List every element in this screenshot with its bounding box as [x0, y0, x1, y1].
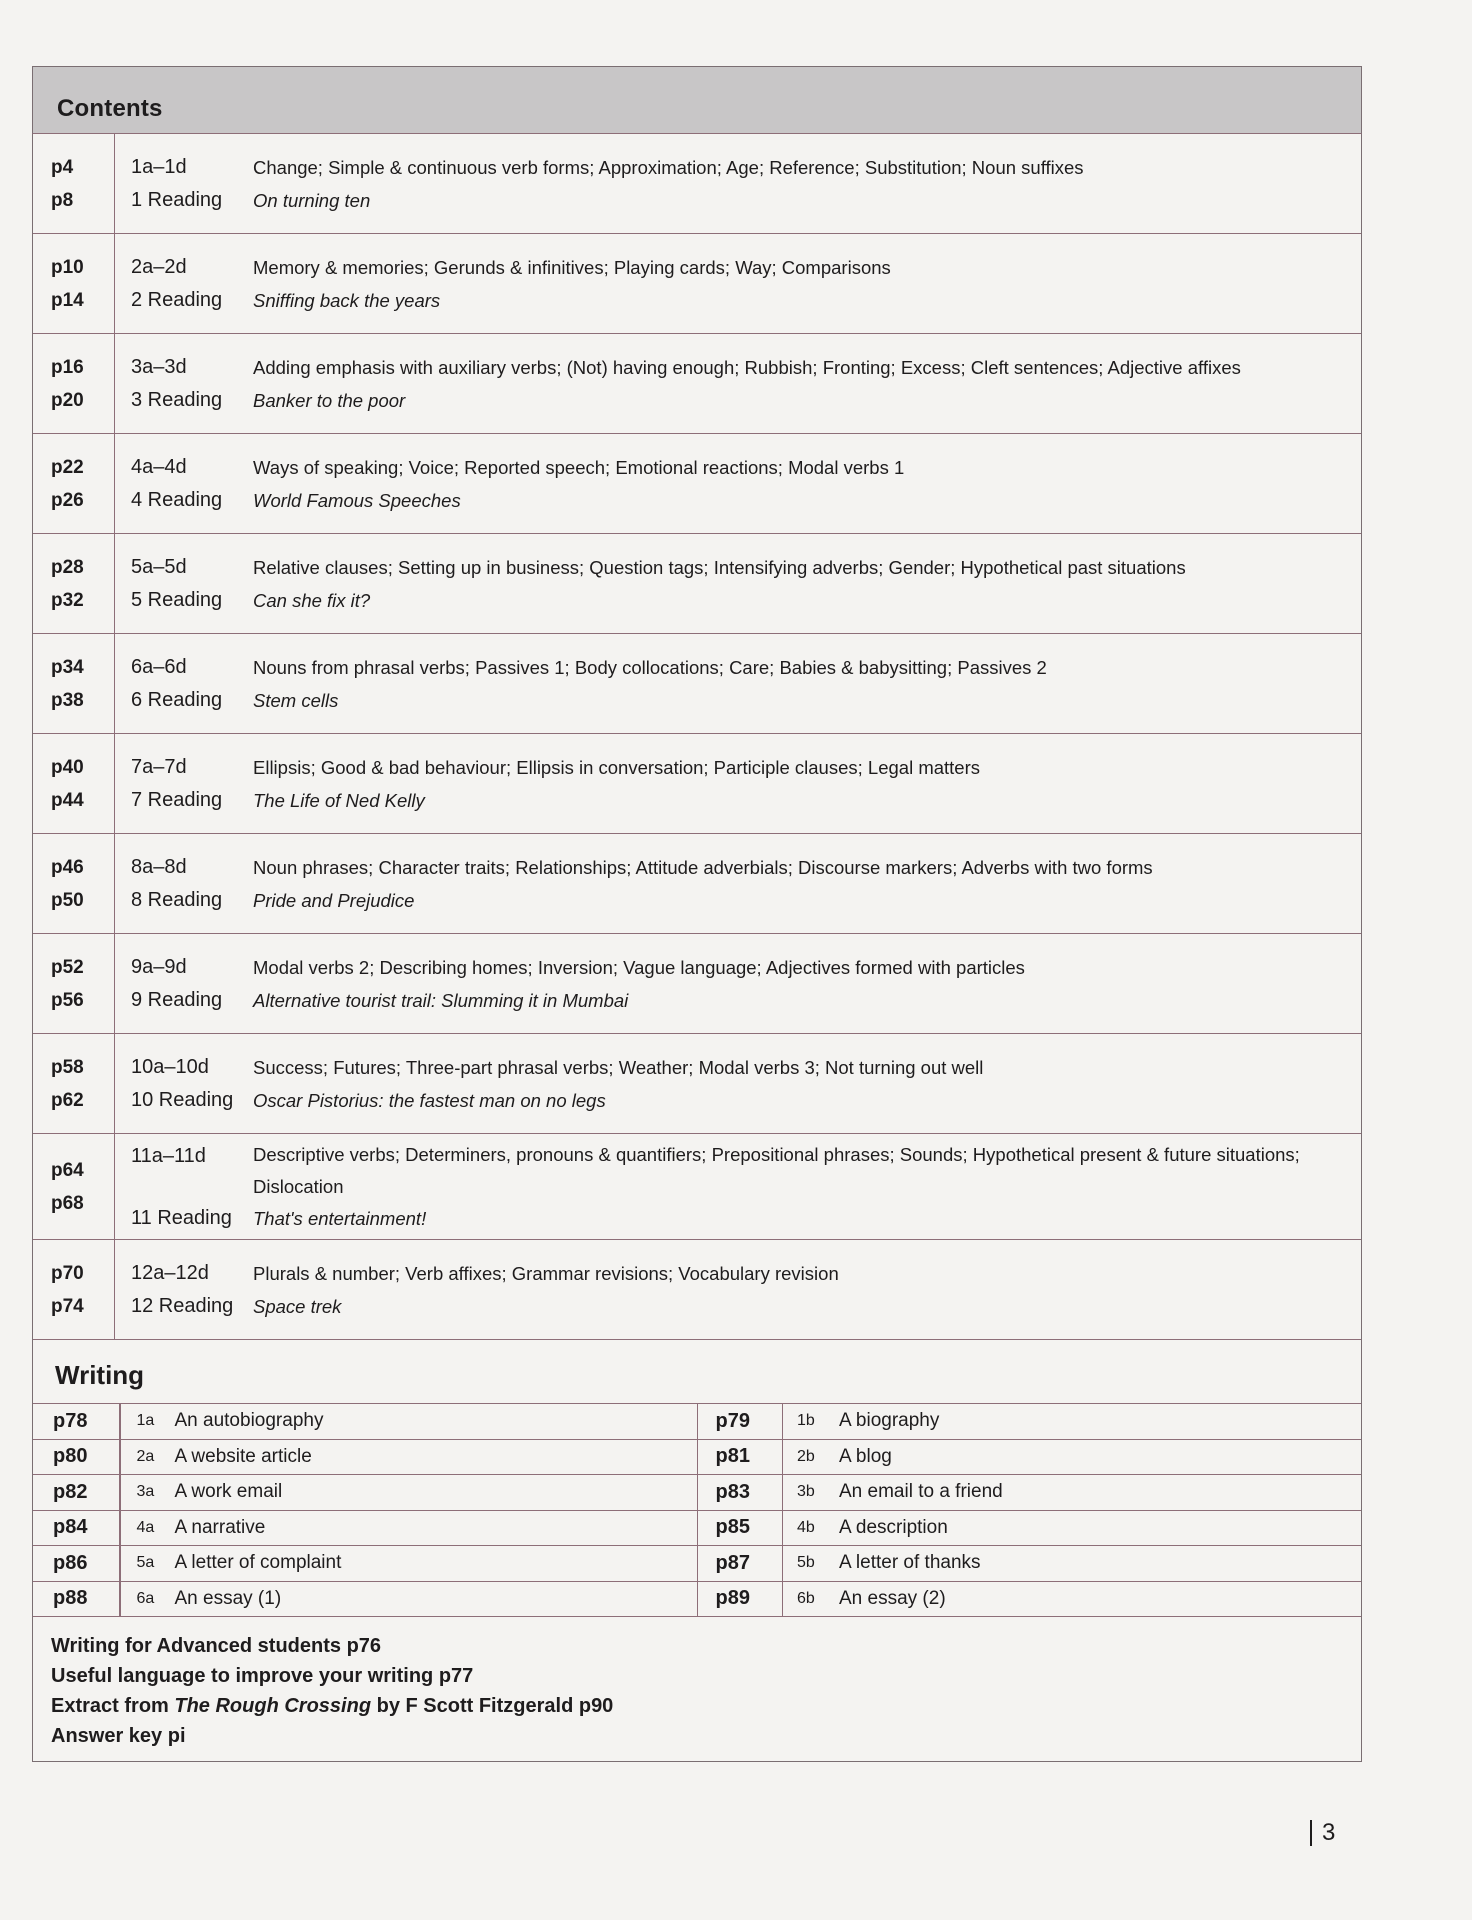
unit-topics: Memory & memories; Gerunds & infinitives; Playing cards; Way; Comparisons — [253, 256, 891, 278]
writing-page: p87 — [715, 1551, 750, 1574]
writing-code: 4b — [797, 1518, 815, 1536]
unit-code: 2a–2d — [131, 255, 187, 278]
writing-grid — [33, 1404, 1361, 1617]
writing-title-item: A work email — [174, 1481, 283, 1503]
reading-label: 4 Reading — [131, 488, 223, 511]
writing-code: 6a — [136, 1589, 155, 1607]
unit-topics: Change; Simple & continuous verb forms; Approximation; Age; Reference; Substitution; Noun suffixes — [253, 156, 1084, 178]
writing-code: 5b — [797, 1554, 815, 1572]
contents-page — [32, 66, 1362, 1762]
reading-title: Stem cells — [253, 689, 339, 711]
writing-row — [33, 1475, 697, 1511]
page-ref: p56 — [51, 989, 84, 1011]
writing-code: 6b — [797, 1589, 815, 1607]
writing-page: p81 — [715, 1445, 750, 1468]
page-ref: p16 — [51, 356, 84, 378]
unit-topics: Ellipsis; Good & bad behaviour; Ellipsis in conversation; Participle clauses; Legal matters — [253, 756, 981, 778]
unit-topics: Modal verbs 2; Describing homes; Inversion; Vague language; Adjectives formed with particles — [253, 956, 1025, 978]
reading-title: Banker to the poor — [253, 389, 406, 411]
reading-label: 2 Reading — [131, 288, 223, 311]
writing-page: p80 — [53, 1445, 88, 1468]
writing-code: 1b — [797, 1412, 815, 1430]
writing-code: 5a — [136, 1554, 155, 1572]
writing-title-item: An autobiography — [174, 1410, 324, 1432]
writing-code: 2a — [136, 1447, 155, 1465]
unit-topics: Relative clauses; Setting up in business; Question tags; Intensifying adverbs; Gender; Hypothetical past situations — [253, 556, 1186, 578]
useful-language-link: Useful language to improve your writing p77 — [51, 1665, 474, 1687]
writing-title-item: An email to a friend — [839, 1481, 1003, 1503]
reading-label: 5 Reading — [131, 588, 223, 611]
writing-title-item: An essay (2) — [839, 1587, 946, 1609]
writing-row — [33, 1511, 697, 1547]
page-ref: p70 — [51, 1262, 84, 1284]
unit-topics: Noun phrases; Character traits; Relationships; Attitude adverbials; Discourse markers; Adverbs with two forms — [253, 856, 1153, 878]
unit-code: 10a–10d — [131, 1055, 209, 1078]
unit-topics: Nouns from phrasal verbs; Passives 1; Body collocations; Care; Babies & babysitting; Passives 2 — [253, 656, 1047, 678]
units-table — [32, 134, 1362, 1340]
writing-page: p89 — [715, 1587, 750, 1610]
unit-topics: Ways of speaking; Voice; Reported speech; Emotional reactions; Modal verbs 1 — [253, 456, 905, 478]
writing-page: p85 — [715, 1516, 750, 1539]
reading-title: Can she fix it? — [253, 589, 371, 611]
reading-label: 10 Reading — [131, 1088, 234, 1111]
unit-code: 11a–11d — [131, 1145, 206, 1167]
writing-section — [32, 1340, 1362, 1617]
reading-label: 12 Reading — [131, 1294, 234, 1317]
reading-title: World Famous Speeches — [253, 489, 461, 511]
page-ref: p62 — [51, 1089, 84, 1111]
page-ref: p10 — [51, 256, 84, 278]
writing-column-left — [33, 1404, 698, 1617]
extras-section — [32, 1617, 1362, 1762]
contents-title: Contents — [57, 95, 163, 122]
unit-code: 4a–4d — [131, 455, 187, 478]
page-number: 3 — [1310, 1820, 1335, 1846]
writing-code: 4a — [136, 1518, 155, 1536]
reading-label: 3 Reading — [131, 388, 223, 411]
extract-title: The Rough Crossing — [174, 1695, 372, 1717]
contents-header — [32, 66, 1362, 134]
page-ref: p34 — [51, 656, 84, 678]
writing-code: 1a — [136, 1412, 155, 1430]
unit-row-3 — [33, 334, 1361, 434]
unit-topics: Descriptive verbs; Determiners, pronouns & quantifiers; Prepositional phrases; Sounds; Hypothetical present & future situations; Dislocation — [253, 1143, 1300, 1197]
advanced-writing-link: Writing for Advanced students p76 — [51, 1635, 382, 1657]
page-ref: p14 — [51, 289, 84, 311]
unit-row-7 — [33, 734, 1361, 834]
extract-link — [51, 1691, 1361, 1721]
reading-label: 7 Reading — [131, 788, 223, 811]
unit-topics: Adding emphasis with auxiliary verbs; (Not) having enough; Rubbish; Fronting; Excess; Cleft sentences; Adjective affixes — [253, 356, 1241, 378]
unit-code: 6a–6d — [131, 655, 187, 678]
page-ref: p4 — [51, 156, 74, 178]
page-ref: p58 — [51, 1056, 84, 1078]
reading-label: 8 Reading — [131, 888, 223, 911]
writing-title: Writing — [55, 1360, 145, 1390]
writing-title-item: A letter of thanks — [839, 1552, 981, 1574]
writing-title-item: A blog — [839, 1445, 892, 1467]
extract-prefix: Extract from — [51, 1695, 169, 1717]
unit-row-11 — [33, 1134, 1361, 1240]
writing-page: p84 — [53, 1516, 88, 1539]
reading-label: 11 Reading — [131, 1207, 232, 1229]
writing-row — [33, 1404, 697, 1440]
reading-title: Pride and Prejudice — [253, 889, 415, 911]
writing-row — [698, 1404, 1362, 1440]
writing-heading — [33, 1340, 1361, 1404]
page-ref: p28 — [51, 556, 84, 578]
unit-row-6 — [33, 634, 1361, 734]
page-ref: p46 — [51, 856, 84, 878]
page-ref: p50 — [51, 889, 84, 911]
writing-row — [698, 1440, 1362, 1476]
writing-code: 3a — [136, 1483, 155, 1501]
page-ref: p74 — [51, 1295, 84, 1317]
writing-column-right — [698, 1404, 1362, 1617]
page-ref: p44 — [51, 789, 84, 811]
page-ref: p38 — [51, 689, 84, 711]
writing-title-item: A description — [839, 1516, 948, 1538]
unit-code: 1a–1d — [131, 155, 187, 178]
unit-row-4 — [33, 434, 1361, 534]
page-ref: p32 — [51, 589, 84, 611]
reading-label: 9 Reading — [131, 988, 223, 1011]
page-ref: p68 — [51, 1192, 84, 1214]
reading-title: On turning ten — [253, 189, 371, 211]
reading-label: 6 Reading — [131, 688, 223, 711]
writing-page: p86 — [53, 1551, 88, 1574]
writing-title-item: An essay (1) — [174, 1587, 282, 1609]
reading-title: Space trek — [253, 1295, 342, 1317]
page-ref: p22 — [51, 456, 84, 478]
writing-row — [698, 1475, 1362, 1511]
unit-row-1 — [33, 134, 1361, 234]
writing-row — [698, 1546, 1362, 1582]
writing-row — [33, 1440, 697, 1476]
writing-page: p78 — [53, 1409, 88, 1432]
writing-row — [33, 1582, 697, 1618]
page-ref: p52 — [51, 956, 84, 978]
unit-topics: Success; Futures; Three-part phrasal verbs; Weather; Modal verbs 3; Not turning out well — [253, 1056, 984, 1078]
extract-suffix: by F Scott Fitzgerald p90 — [376, 1695, 614, 1717]
page-ref: p26 — [51, 489, 84, 511]
writing-row — [698, 1511, 1362, 1547]
unit-row-12 — [33, 1240, 1361, 1340]
writing-title-item: A website article — [174, 1445, 312, 1467]
writing-title-item: A biography — [839, 1410, 940, 1432]
page-ref: p20 — [51, 389, 84, 411]
unit-row-8 — [33, 834, 1361, 934]
writing-row — [698, 1582, 1362, 1618]
unit-code: 9a–9d — [131, 955, 187, 978]
writing-code: 2b — [797, 1447, 815, 1465]
reading-title: That's entertainment! — [253, 1207, 427, 1229]
unit-code: 12a–12d — [131, 1261, 209, 1284]
writing-page: p82 — [53, 1480, 88, 1503]
unit-topics: Plurals & number; Verb affixes; Grammar revisions; Vocabulary revision — [253, 1262, 839, 1284]
unit-row-9 — [33, 934, 1361, 1034]
reading-title: Sniffing back the years — [253, 289, 441, 311]
reading-title: Oscar Pistorius: the fastest man on no legs — [253, 1089, 606, 1111]
reading-title: The Life of Ned Kelly — [253, 789, 425, 811]
writing-code: 3b — [797, 1483, 815, 1501]
reading-label: 1 Reading — [131, 188, 223, 211]
unit-row-5 — [33, 534, 1361, 634]
writing-page: p83 — [715, 1480, 750, 1503]
writing-page: p79 — [715, 1409, 750, 1432]
unit-code: 5a–5d — [131, 555, 187, 578]
writing-page: p88 — [53, 1587, 88, 1610]
page-ref: p64 — [51, 1159, 84, 1181]
writing-title-item: A letter of complaint — [174, 1552, 342, 1574]
unit-code: 7a–7d — [131, 755, 187, 778]
page-ref: p8 — [51, 189, 74, 211]
unit-code: 3a–3d — [131, 355, 187, 378]
writing-row — [33, 1546, 697, 1582]
unit-code: 8a–8d — [131, 855, 187, 878]
unit-row-10 — [33, 1034, 1361, 1134]
answer-key-link: Answer key pi — [51, 1725, 186, 1747]
unit-row-2 — [33, 234, 1361, 334]
page-ref: p40 — [51, 756, 84, 778]
writing-title-item: A narrative — [174, 1516, 266, 1538]
reading-title: Alternative tourist trail: Slumming it in Mumbai — [253, 989, 629, 1011]
